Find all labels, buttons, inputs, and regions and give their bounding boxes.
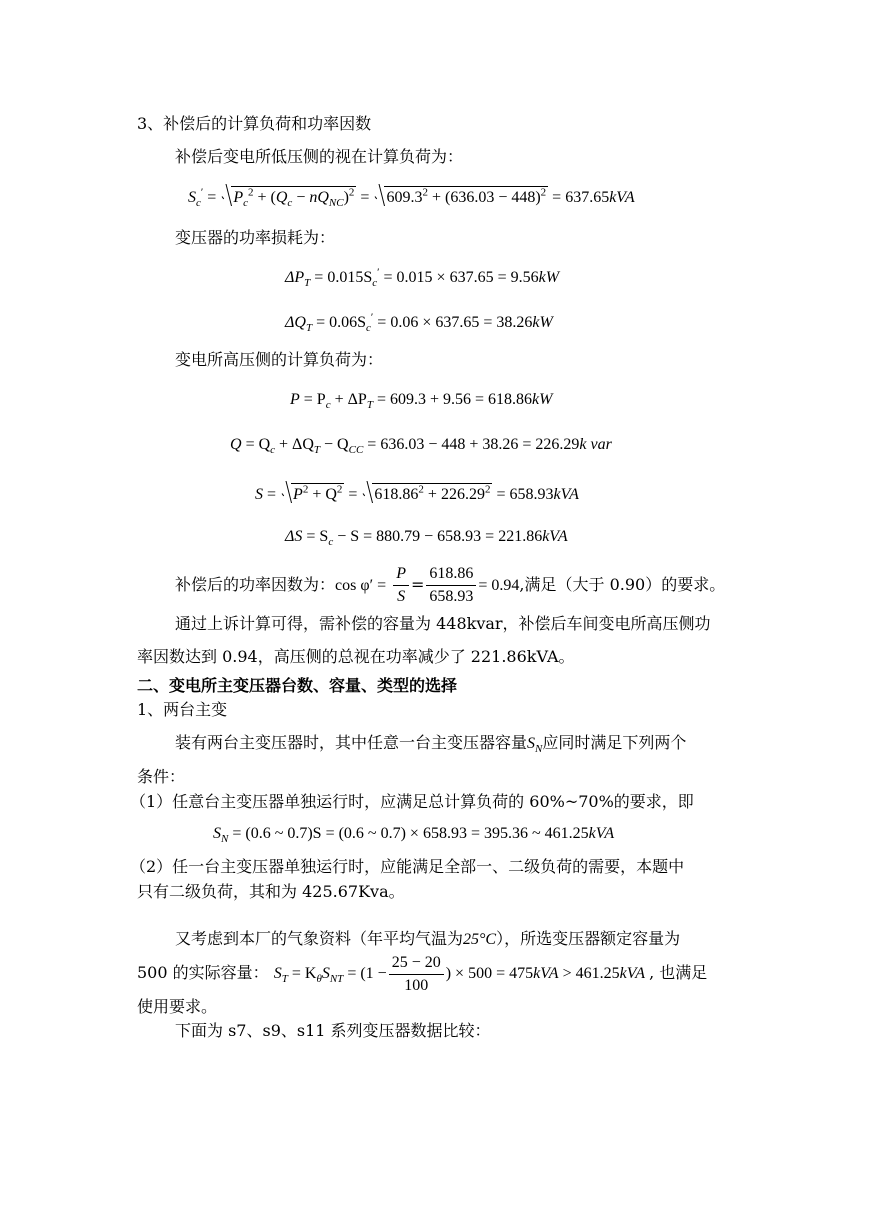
- condition-2-line-2: 只有二级负荷，其和为 425.67Kva。: [137, 882, 405, 901]
- equation-delta-s: $\Delta S = S_c - S = 880.79 - 658.93 = 221.86kVA$: [285, 528, 568, 549]
- equation-s: $S = P^2 + Q^2 = 618.86^2 + 226.29^2 = 658.93kVA$: [255, 483, 579, 503]
- equation-sn: $S_N = (0.6$ ~ 0.7)S = (0.6 ~ 0.7) × 658.93 = 395.36 ~ 461.25kVA: [213, 825, 615, 846]
- comparison-intro: 下面为 s7、s9、s11 系列变压器数据比较：: [175, 1021, 491, 1040]
- condition-1: （1）任意台主变压器单独运行时，应满足总计算负荷的 60%~70%的要求，即: [130, 792, 694, 811]
- equation-q: $Q = Q_c + \Delta Q_T - Q_{CC} = 636.03 - 448 + 38.26 = 226.29k$ var: [230, 436, 612, 457]
- subsection-1-heading: 1、两台主变: [137, 700, 228, 719]
- equation-sc: $S_c' = P_c^2 + (Q_c - nQ_{NC})^2 = 609.3^2 + (636.03 - 448)^2 = 637.65kVA$: [188, 186, 635, 210]
- high-side-intro: 变电所高压侧的计算负荷为：: [175, 350, 384, 369]
- loss-intro: 变压器的功率损耗为：: [175, 228, 336, 247]
- section-3-heading: 3、补偿后的计算负荷和功率因数: [137, 114, 372, 133]
- section-2-heading: 二、变电所主变压器台数、容量、类型的选择: [137, 676, 458, 695]
- summary-line-2: 率因数达到 0.94，高压侧的总视在功率减少了 221.86kVA。: [137, 647, 575, 666]
- conditions-line-2: 条件：: [137, 767, 186, 786]
- climate-line-2: 500 的实际容量： $S_T = K_\theta S_{NT} = (1$ − $\frac{25 - 20}{100}$ ) × 500 = 475kVA > 461.25kVA , 也满足: [137, 953, 708, 994]
- summary-line-1: 通过上诉计算可得，需补偿的容量为 448kvar，补偿后车间变电所高压侧功: [175, 614, 711, 633]
- low-side-intro: 补偿后变电所低压侧的视在计算负荷为：: [175, 147, 464, 166]
- equation-delta-qt: $\Delta Q_T = 0.06S_c' = 0.06 \times 637.65 = 38.26kW$: [285, 311, 553, 335]
- climate-line-3: 使用要求。: [137, 997, 218, 1016]
- condition-2-line-1: （2）任一台主变压器单独运行时，应能满足全部一、二级负荷的需要，本题中: [130, 857, 685, 876]
- climate-line-1: 又考虑到本厂的气象资料（年平均气温为25°C），所选变压器额定容量为: [175, 929, 681, 948]
- power-factor-sentence: 补偿后的功率因数为：cos φ′ = $\frac{P}{S}$ = $\frac{618.86}{658.93}$ = 0.94,满足（大于 0.90）的要求。: [175, 565, 726, 605]
- equation-delta-pt: $\Delta P_T = 0.015S_c' = 0.015 \times 637.65 = 9.56kW$: [285, 266, 560, 290]
- equation-p: $P = P_c + \Delta P_T = 609.3 + 9.56 = 618.86kW$: [290, 391, 553, 412]
- conditions-line-1: 装有两台主变压器时，其中任意一台主变压器容量$S_N$应同时满足下列两个: [175, 733, 687, 756]
